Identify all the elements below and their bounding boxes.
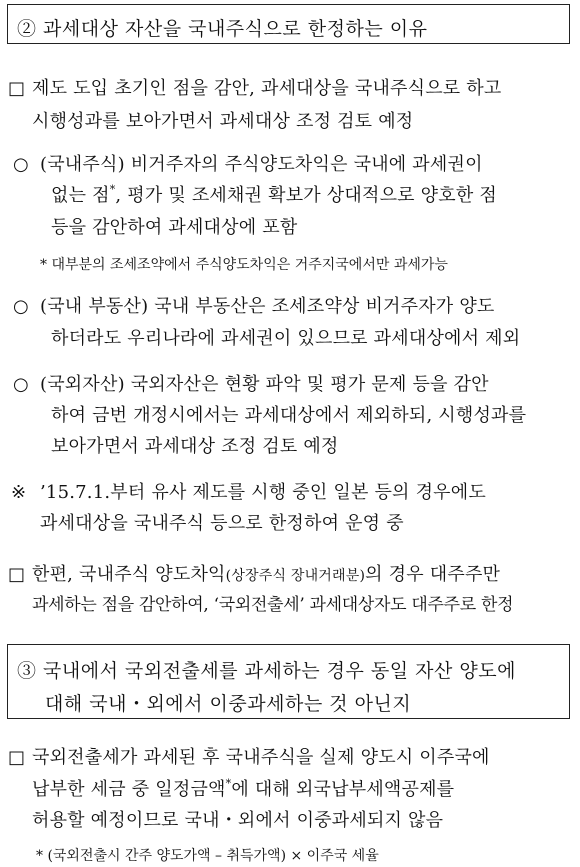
section-3-heading-line-2: 대해 국내・외에서 이중과세하는 것 아닌지 — [45, 693, 412, 715]
bullet-1-line-2: 시행성과를 보아가면서 과세대상 조정 검토 예정 — [32, 111, 414, 132]
foreign-assets-line-2: 하여 금번 개정시에서는 과세대상에서 제외하되, 시행성과를 — [51, 405, 527, 426]
section-3-heading-box — [7, 644, 570, 719]
footnote-marker-2: * — [225, 777, 232, 790]
domestic-stock-footnote: * 대부분의 조세조약에서 주식양도차익은 거주지국에서만 과세가능 — [40, 257, 448, 273]
circle-bullet-domestic-realestate: ○ — [13, 296, 29, 317]
section-3-heading-line-1: ③ 국내에서 국외전출세를 과세하는 경우 동일 자산 양도에 — [17, 660, 516, 682]
reference-note-line-1: ’15.7.1.부터 유사 제도를 시행 중인 일본 등의 경우에도 — [40, 482, 486, 503]
domestic-stock-line-2-a: 없는 점 — [51, 185, 110, 206]
domestic-realestate-line-1: (국내 부동산) 국내 부동산은 조세조약상 비거주자가 양도 — [40, 296, 495, 317]
domestic-stock-line-2 — [51, 183, 497, 206]
section-3-bullet-line-2-b: 에 대해 외국납부세액공제를 — [231, 779, 455, 800]
foreign-assets-line-1: (국외자산) 국외자산은 현황 파악 및 평가 문제 등을 감안 — [40, 374, 489, 395]
domestic-stock-line-2-b: , 평가 및 조세채권 확보가 상대적으로 양호한 점 — [115, 185, 497, 206]
bullet-2-line-1 — [32, 566, 500, 584]
domestic-stock-line-3: 등을 감안하여 과세대상에 포함 — [51, 217, 298, 238]
circle-bullet-domestic-stock: ○ — [13, 154, 29, 175]
bullet-2-parenthetical: (상장주식 장내거래분) — [225, 568, 366, 584]
section-3-bullet-line-1: 국외전출세가 과세된 후 국내주식을 실제 양도시 이주국에 — [32, 747, 490, 768]
domestic-stock-line-1: (국내주식) 비거주자의 주식양도차익은 국내에 과세권이 — [40, 154, 483, 175]
checkbox-bullet-1: □ — [8, 78, 26, 99]
checkbox-bullet-3: □ — [8, 747, 26, 768]
reference-mark: ※ — [11, 482, 27, 503]
circle-bullet-foreign-assets: ○ — [13, 374, 29, 395]
section-3-bullet-line-2-a: 납부한 세금 중 일정금액 — [32, 779, 226, 800]
domestic-realestate-line-2: 하더라도 우리나라에 과세권이 있으므로 과세대상에서 제외 — [51, 328, 521, 349]
section-2-heading-box — [7, 4, 570, 44]
checkbox-bullet-2: □ — [8, 564, 26, 585]
section-3-bullet-line-2 — [32, 777, 455, 800]
reference-note-line-2: 과세대상을 국내주식 등으로 한정하여 운영 중 — [40, 513, 404, 534]
foreign-assets-line-3: 보아가면서 과세대상 조정 검토 예정 — [51, 436, 339, 457]
bullet-1-line-1: 제도 도입 초기인 점을 감안, 과세대상을 국내주식으로 하고 — [32, 78, 502, 99]
footnote-marker: * — [109, 183, 116, 196]
section-2-heading: ② 과세대상 자산을 국내주식으로 한정하는 이유 — [17, 18, 428, 40]
bullet-2-line-1-b: 의 경우 대주주만 — [365, 564, 501, 585]
bullet-2-line-2: 과세하는 점을 감안하여, ‘국외전출세’ 과세대상자도 대주주로 한정 — [32, 595, 514, 615]
bullet-2-line-1-a: 한편, 국내주식 양도차익 — [32, 564, 226, 585]
section-3-footnote: * (국외전출시 간주 양도가액 – 취득가액) × 이주국 세율 — [36, 848, 379, 864]
section-3-bullet-line-3: 허용할 예정이므로 국내・외에서 이중과세되지 않음 — [32, 810, 444, 831]
